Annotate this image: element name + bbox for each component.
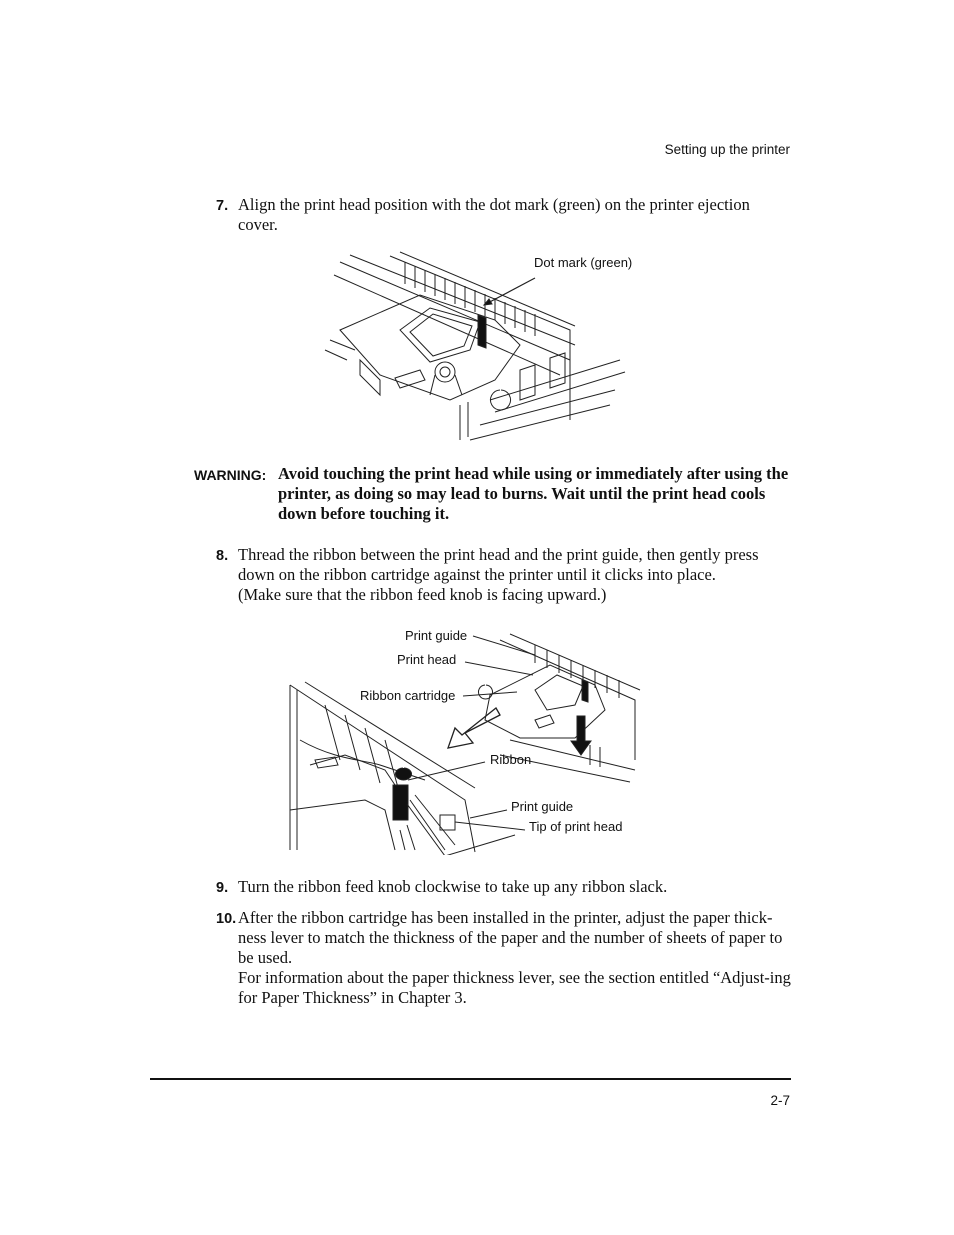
step-8	[216, 545, 791, 605]
step-number: 9.	[216, 880, 229, 896]
label-ribbon: Ribbon	[490, 752, 532, 767]
label-print-guide-bottom: Print guide	[511, 799, 574, 814]
step-text: Turn the ribbon feed knob clockwise to take up any ribbon slack.	[238, 877, 668, 896]
step-7	[216, 195, 791, 235]
label-dot-mark: Dot mark (green)	[534, 255, 633, 270]
step-9	[216, 877, 791, 897]
step-text: For information about the paper thickness lever, see the section entitled “Adjust-ing for Paper Thickness” in Chapter 3.	[238, 968, 791, 1007]
step-number: 7.	[216, 198, 229, 214]
warning-block	[194, 464, 794, 524]
label-ribbon-cartridge: Ribbon cartridge	[360, 688, 456, 703]
printer-illustration-1	[320, 250, 650, 450]
step-text: (Make sure that the ribbon feed knob is facing upward.)	[238, 585, 607, 604]
label-print-guide-top: Print guide	[405, 628, 468, 643]
step-10	[216, 908, 791, 1008]
warning-text: Avoid touching the print head while using or immediately after using the printer, as doing so may lead to burns. Wait until the print head cools down before touching it.	[278, 464, 789, 523]
step-text: Align the print head position with the dot mark (green) on the printer ejection cover.	[238, 195, 750, 234]
step-number: 8.	[216, 548, 229, 564]
figure-print-head-dot-mark	[320, 250, 650, 450]
figure-ribbon-installation	[285, 620, 655, 855]
warning-label: WARNING:	[194, 467, 267, 483]
step-text: After the ribbon cartridge has been installed in the printer, adjust the paper thick-ness lever to match the thickness of the paper and the number of sheets of paper to be used.	[238, 908, 783, 967]
footer-rule	[150, 1078, 791, 1080]
step-number: 10.	[216, 911, 237, 927]
step-text: Thread the ribbon between the print head and the print guide, then gently press down on the ribbon cartridge against the printer until it clicks into place.	[238, 545, 759, 584]
running-header: Setting up the printer	[664, 142, 790, 157]
label-tip-of-print-head: Tip of print head	[529, 819, 623, 834]
page-number: 2-7	[770, 1093, 790, 1108]
label-print-head: Print head	[397, 652, 457, 667]
printer-illustration-2	[285, 620, 655, 855]
